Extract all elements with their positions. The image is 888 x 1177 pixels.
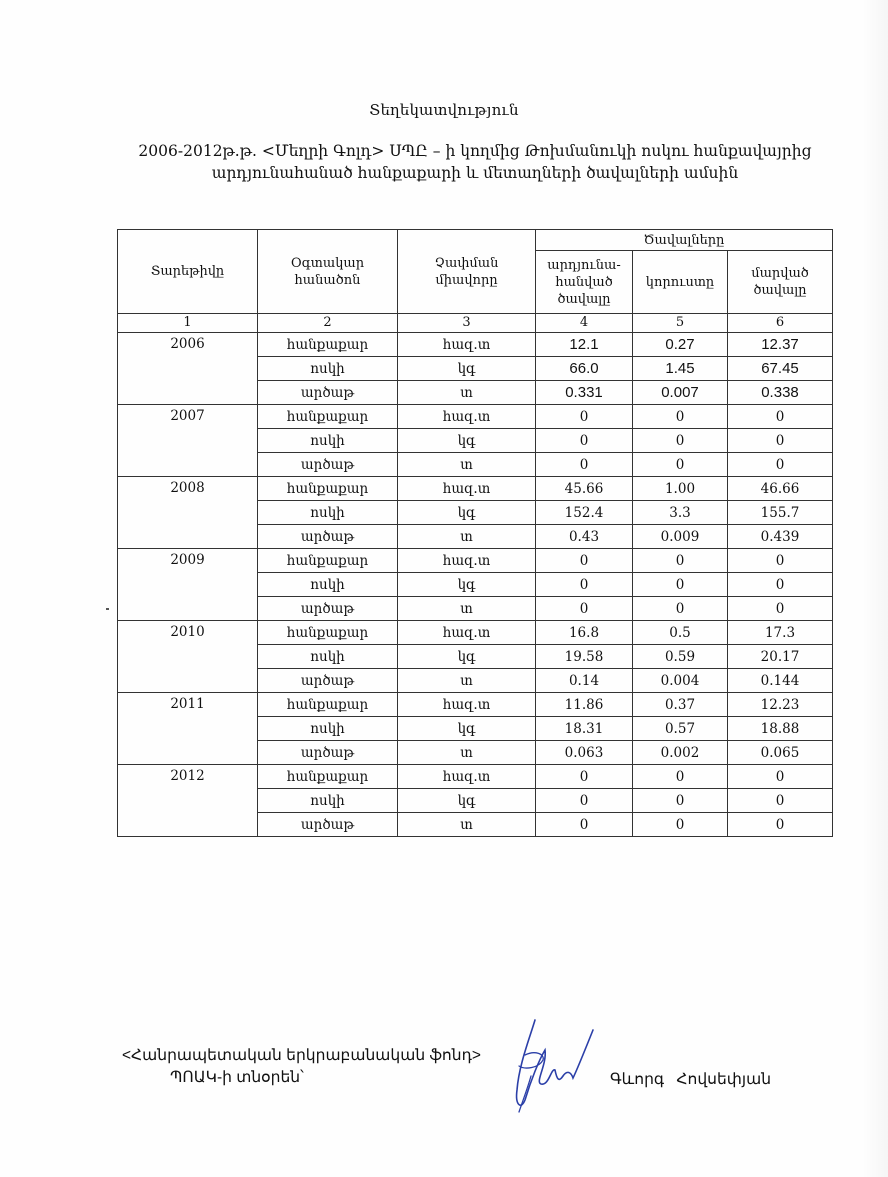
mineral-cell: հանքաքար [258, 477, 398, 501]
depleted-value-cell: 46.66 [728, 477, 833, 501]
signer-name: Գևորգ Հովսեփյան [610, 1071, 772, 1088]
header-extracted [536, 251, 633, 314]
mineral-cell: հանքաքար [258, 549, 398, 573]
depleted-value-cell: 0 [728, 573, 833, 597]
header-extracted-line-2: հանված [555, 274, 613, 290]
organization-block [122, 1045, 481, 1089]
unit-cell: տ [398, 381, 536, 405]
unit-cell: կգ [398, 357, 536, 381]
loss-value-cell: 0 [633, 597, 728, 621]
table-row [118, 333, 833, 357]
mineral-cell: ոսկի [258, 573, 398, 597]
unit-cell: հազ.տ [398, 621, 536, 645]
loss-value-cell: 0.57 [633, 717, 728, 741]
mineral-cell: արծաթ [258, 525, 398, 549]
header-depleted-line-1: մարված [751, 266, 809, 281]
extracted-value-cell: 0.063 [536, 741, 633, 765]
header-unit [398, 230, 536, 314]
header-extracted-line-1: արդյունա- [547, 257, 621, 273]
table-row [118, 477, 833, 501]
extracted-value-cell: 0 [536, 405, 633, 429]
unit-cell: հազ.տ [398, 765, 536, 789]
extracted-value-cell: 0.14 [536, 669, 633, 693]
extracted-value-cell: 0 [536, 549, 633, 573]
loss-value-cell: 0.004 [633, 669, 728, 693]
extracted-value-cell: 19.58 [536, 645, 633, 669]
loss-value-cell: 0.37 [633, 693, 728, 717]
mineral-cell: արծաթ [258, 669, 398, 693]
mineral-cell: արծաթ [258, 381, 398, 405]
loss-value-cell: 0 [633, 429, 728, 453]
header-mineral [258, 230, 398, 314]
loss-value-cell: 0.007 [633, 381, 728, 405]
year-cell: 2012 [118, 765, 258, 837]
loss-value-cell: 1.45 [633, 357, 728, 381]
unit-cell: հազ.տ [398, 333, 536, 357]
mineral-cell: հանքաքար [258, 621, 398, 645]
year-cell: 2011 [118, 693, 258, 765]
extracted-value-cell: 152.4 [536, 501, 633, 525]
year-cell: 2010 [118, 621, 258, 693]
extracted-value-cell: 0.331 [536, 381, 633, 405]
header-volumes: Ծավալները [536, 230, 833, 251]
depleted-value-cell: 0 [728, 453, 833, 477]
header-year: Տարեթիվը [118, 230, 258, 314]
header-depleted [728, 251, 833, 314]
header-loss: կորուստը [633, 251, 728, 314]
scan-speck [106, 608, 109, 610]
mineral-cell: հանքաքար [258, 693, 398, 717]
unit-cell: հազ.տ [398, 693, 536, 717]
extracted-value-cell: 11.86 [536, 693, 633, 717]
loss-value-cell: 0 [633, 405, 728, 429]
year-cell: 2007 [118, 405, 258, 477]
mineral-cell: հանքաքար [258, 405, 398, 429]
extracted-value-cell: 0 [536, 765, 633, 789]
extracted-value-cell: 0 [536, 813, 633, 837]
mineral-cell: ոսկի [258, 501, 398, 525]
extracted-value-cell: 16.8 [536, 621, 633, 645]
table-row [118, 405, 833, 429]
depleted-value-cell: 67.45 [728, 357, 833, 381]
loss-value-cell: 0.002 [633, 741, 728, 765]
volumes-table-body [118, 230, 833, 837]
scan-edge-shadow [862, 0, 888, 1177]
mineral-cell: ոսկի [258, 645, 398, 669]
loss-value-cell: 0 [633, 453, 728, 477]
header-mineral-text: Օգտակար հանածոն [290, 255, 365, 288]
loss-value-cell: 0.009 [633, 525, 728, 549]
extracted-value-cell: 0 [536, 429, 633, 453]
loss-value-cell: 1.00 [633, 477, 728, 501]
header-row [118, 230, 833, 251]
table-row [118, 549, 833, 573]
mineral-cell: ոսկի [258, 429, 398, 453]
depleted-value-cell: 0.144 [728, 669, 833, 693]
extracted-value-cell: 66.0 [536, 357, 633, 381]
extracted-value-cell: 0 [536, 453, 633, 477]
volumes-table [117, 229, 833, 837]
depleted-value-cell: 12.23 [728, 693, 833, 717]
year-cell: 2006 [118, 333, 258, 405]
depleted-value-cell: 12.37 [728, 333, 833, 357]
mineral-cell: հանքաքար [258, 765, 398, 789]
table-row [118, 621, 833, 645]
loss-value-cell: 0 [633, 549, 728, 573]
column-number: 3 [398, 314, 536, 333]
depleted-value-cell: 0 [728, 813, 833, 837]
column-number: 4 [536, 314, 633, 333]
year-cell: 2009 [118, 549, 258, 621]
unit-cell: հազ.տ [398, 549, 536, 573]
mineral-cell: հանքաքար [258, 333, 398, 357]
extracted-value-cell: 0 [536, 789, 633, 813]
depleted-value-cell: 0 [728, 549, 833, 573]
depleted-value-cell: 0 [728, 789, 833, 813]
table-row [118, 765, 833, 789]
loss-value-cell: 0 [633, 765, 728, 789]
signature-icon [505, 1010, 610, 1120]
document-subtitle [120, 140, 830, 184]
unit-cell: կգ [398, 717, 536, 741]
depleted-value-cell: 155.7 [728, 501, 833, 525]
depleted-value-cell: 20.17 [728, 645, 833, 669]
organization-name: <Հանրապետական երկրաբանական ֆոնդ> [122, 1047, 481, 1064]
unit-cell: տ [398, 525, 536, 549]
extracted-value-cell: 12.1 [536, 333, 633, 357]
unit-cell: կգ [398, 789, 536, 813]
loss-value-cell: 3.3 [633, 501, 728, 525]
extracted-value-cell: 45.66 [536, 477, 633, 501]
unit-cell: տ [398, 813, 536, 837]
extracted-value-cell: 18.31 [536, 717, 633, 741]
unit-cell: տ [398, 597, 536, 621]
column-number-row [118, 314, 833, 333]
header-depleted-line-2: ծավալը [753, 283, 807, 298]
depleted-value-cell: 0.065 [728, 741, 833, 765]
column-number: 2 [258, 314, 398, 333]
depleted-value-cell: 0.338 [728, 381, 833, 405]
depleted-value-cell: 0 [728, 765, 833, 789]
unit-cell: տ [398, 741, 536, 765]
unit-cell: կգ [398, 645, 536, 669]
unit-cell: հազ.տ [398, 405, 536, 429]
mineral-cell: ոսկի [258, 357, 398, 381]
header-unit-text: Չափման միավորը [434, 255, 499, 288]
loss-value-cell: 0.27 [633, 333, 728, 357]
loss-value-cell: 0.59 [633, 645, 728, 669]
document-title: Տեղեկատվություն [369, 101, 519, 119]
column-number: 6 [728, 314, 833, 333]
mineral-cell: արծաթ [258, 597, 398, 621]
unit-cell: կգ [398, 573, 536, 597]
depleted-value-cell: 0.439 [728, 525, 833, 549]
unit-cell: տ [398, 669, 536, 693]
column-number: 1 [118, 314, 258, 333]
mineral-cell: արծաթ [258, 453, 398, 477]
header-extracted-line-3: ծավալը [557, 291, 611, 307]
extracted-value-cell: 0 [536, 597, 633, 621]
extracted-value-cell: 0.43 [536, 525, 633, 549]
table-row [118, 693, 833, 717]
loss-value-cell: 0.5 [633, 621, 728, 645]
depleted-value-cell: 0 [728, 429, 833, 453]
subtitle-line-1: 2006-2012թ.թ. <Մեղրի Գոլդ> ՍՊԸ – ի կողմից Թոխմանուկի ոսկու հանքավայրից [138, 142, 812, 160]
loss-value-cell: 0 [633, 789, 728, 813]
mineral-cell: ոսկի [258, 789, 398, 813]
column-number: 5 [633, 314, 728, 333]
depleted-value-cell: 17.3 [728, 621, 833, 645]
mineral-cell: ոսկի [258, 717, 398, 741]
loss-value-cell: 0 [633, 813, 728, 837]
director-title: ՊՈԱԿ-ի տնօրեն՝ [170, 1069, 304, 1086]
mineral-cell: արծաթ [258, 741, 398, 765]
depleted-value-cell: 18.88 [728, 717, 833, 741]
loss-value-cell: 0 [633, 573, 728, 597]
depleted-value-cell: 0 [728, 597, 833, 621]
unit-cell: տ [398, 453, 536, 477]
unit-cell: կգ [398, 501, 536, 525]
subtitle-line-2: արդյունահանած հանքաքարի և մետաղների ծավալների ամսին [211, 164, 739, 182]
unit-cell: հազ.տ [398, 477, 536, 501]
year-cell: 2008 [118, 477, 258, 549]
depleted-value-cell: 0 [728, 405, 833, 429]
mineral-cell: արծաթ [258, 813, 398, 837]
unit-cell: կգ [398, 429, 536, 453]
extracted-value-cell: 0 [536, 573, 633, 597]
